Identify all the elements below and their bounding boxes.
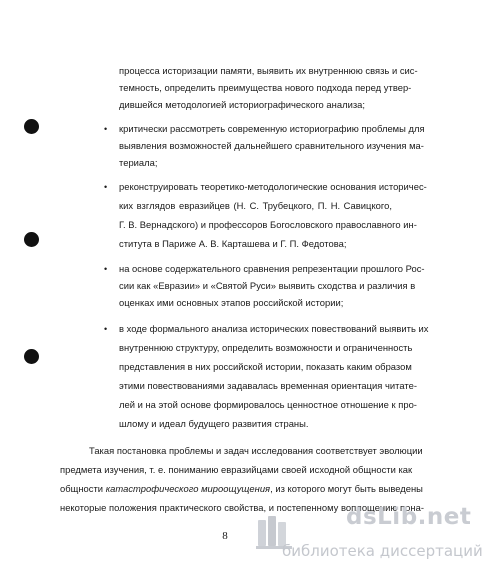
text-line: ститута в Париже А. В. Карташева и Г. П. Федотова; xyxy=(119,238,347,249)
text-line: некоторые положения практического свойства, и постепенному воплощению пона- xyxy=(60,502,424,513)
text-line: предмета изучения, т. е. пониманию евразийцами своей исходной общности как xyxy=(60,464,413,475)
bullet-marker: • xyxy=(104,264,108,274)
watermark-domain: dsLib.net xyxy=(346,504,472,530)
text-line: реконструировать теоретико-методологические основания историчес- xyxy=(119,181,427,192)
text-line: Г. В. Вернадского) и профессоров Богословского православного ин- xyxy=(119,219,417,230)
text-line: Такая постановка проблемы и задач исследования соответствует эволюции xyxy=(89,445,423,456)
watermark xyxy=(250,504,483,582)
text-run: общности xyxy=(60,483,106,494)
text-line: процесса историзации памяти, выявить их внутреннюю связь и сис- xyxy=(119,65,418,76)
punch-hole xyxy=(24,349,39,364)
text-line: лей и на этой основе формировалось ценностное отношение к про- xyxy=(119,399,417,410)
text-line: критически рассмотреть современную историографию проблемы для xyxy=(119,123,425,134)
bullet-marker: • xyxy=(104,124,108,134)
text-line: темность, определить преимущества нового подхода перед утвер- xyxy=(119,82,412,93)
text-line: шлому и идеал будущего развития страны. xyxy=(119,418,309,429)
punch-hole xyxy=(24,119,39,134)
text-line: сии как «Евразии» и «Святой Руси» выявить сходства и различия в xyxy=(119,280,416,291)
text-line: оценках ими основных этапов российской истории; xyxy=(119,297,344,308)
text-line: в ходе формального анализа исторических повествований выявить их xyxy=(119,323,429,334)
watermark-subtitle: библиотека диссертаций xyxy=(282,542,483,560)
text-line: выявления возможностей дальнейшего сравнительного изучения ма- xyxy=(119,140,424,151)
text-line: на основе содержательного сравнения репрезентации прошлого Рос- xyxy=(119,263,425,274)
punch-hole xyxy=(24,232,39,247)
bullet-marker: • xyxy=(104,182,108,192)
text-line: териала; xyxy=(119,157,158,168)
text-line: этими повествованиями задавалась временная ориентация читате- xyxy=(119,380,417,391)
page-number: 8 xyxy=(222,530,228,542)
text-line: дившейся методологией историографического анализа; xyxy=(119,99,366,110)
italic-phrase: катастрофического мироощущения xyxy=(105,483,271,494)
text-run: , из которого могут быть выведены xyxy=(270,483,423,494)
text-line xyxy=(60,483,423,495)
text-line: представления в них российской истории, показать каким образом xyxy=(119,361,412,372)
bullet-marker: • xyxy=(104,324,108,334)
text-line: внутреннюю структуру, определить возможности и ограниченность xyxy=(119,342,413,353)
text-line: ких взглядов евразийцев (Н. С. Трубецкого, П. Н. Савицкого, xyxy=(119,200,392,211)
